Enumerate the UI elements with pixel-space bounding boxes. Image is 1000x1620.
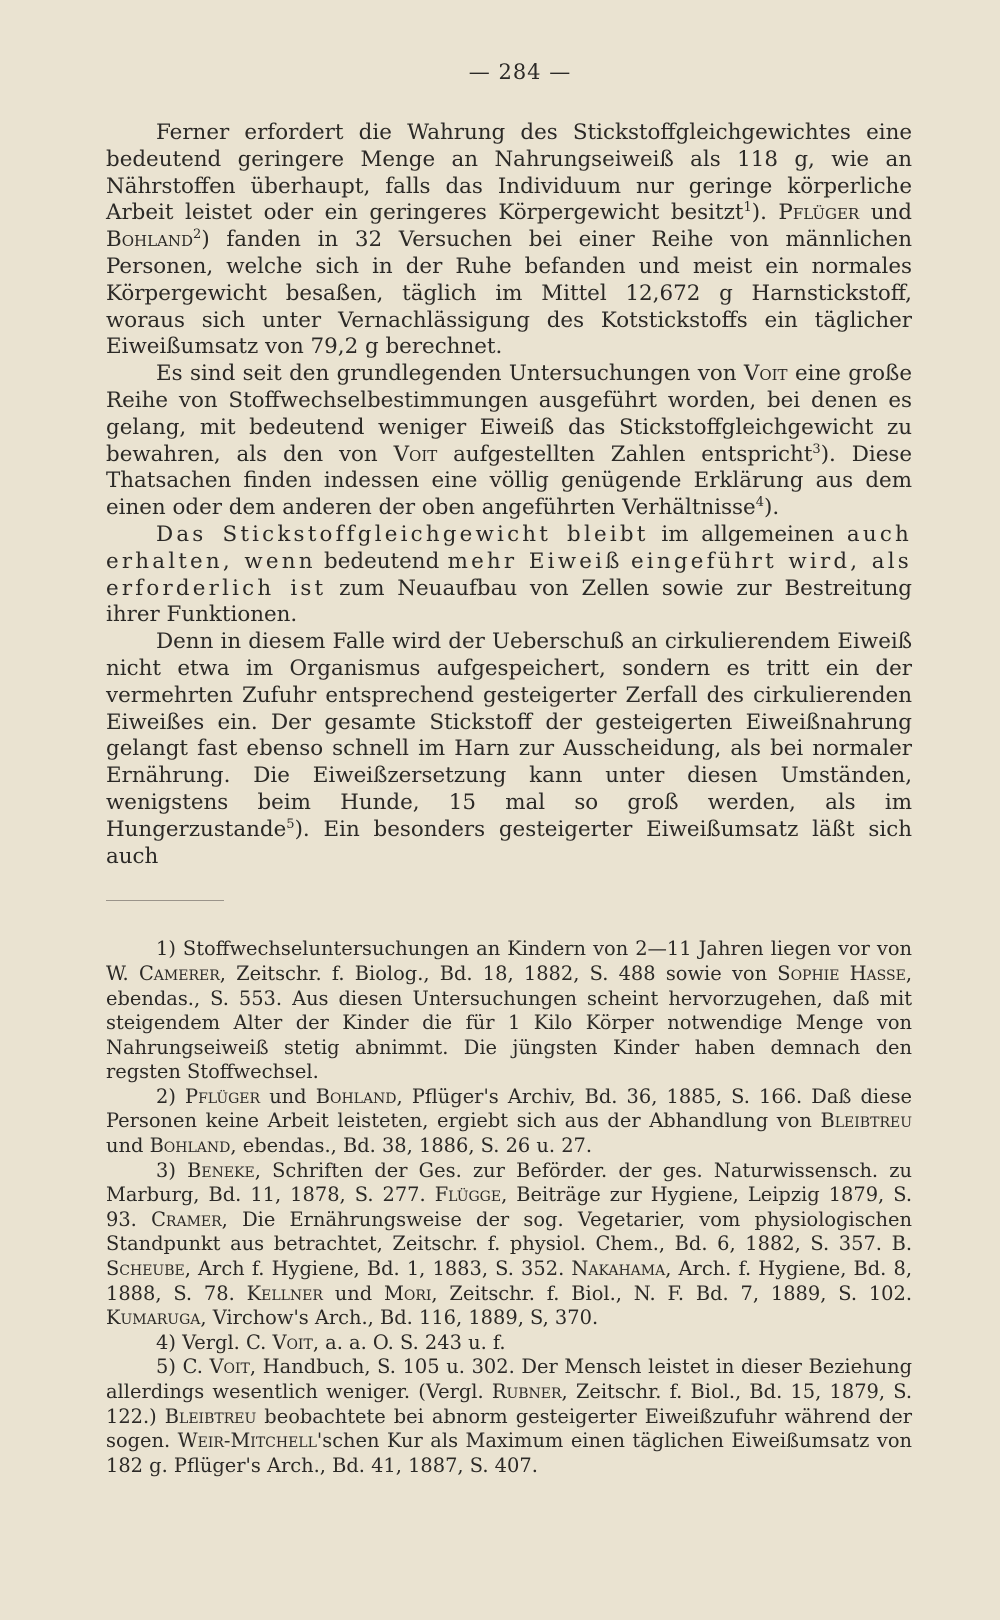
emphasis-text: Das Stickstoffgleichgewicht bleibt [156,521,649,547]
footnote-2: 2) Pflüger und Bohland, Pflüger's Archiv, Bd. 36, 1885, S. 166. Daß diese Personen keine Arbeit leisteten, ergiebt sich aus der Abhandlung von Bleibtreu und Bohland, ebendas., Bd. 38, 1886, S. 26 u. 27. [106,1084,913,1158]
emphasis-text: mehr Eiweiß [447,548,623,574]
footnote-ref-2[interactable]: 2 [193,227,202,243]
footnote-separator [106,900,224,901]
author-name: Pflüger [778,200,860,226]
author-name: Voit [393,441,438,467]
emphasis-text: eingeführt wird, als erforderlich ist [106,548,912,601]
footnote-3: 3) Beneke, Schriften der Ges. zur Beförder. der ges. Naturwissensch. zu Marburg, Bd. 11, 1878, S. 277. Flügge, Beiträge zur Hygiene, Leipzig 1879, S. 93. Cramer, Die Ernährungsweise der sog. Vegetarier, vom physiologischen Standpunkt aus betrachtet, Zeitschr. f. physiol. Chem., Bd. 6, 1882, S. 357. B. Scheube, Arch f. Hygiene, Bd. 1, 1883, S. 352. Nakahama, Arch. f. Hygiene, Bd. 8, 1888, S. 78. Kellner und Mori, Zeitschr. f. Biol., N. F. Bd. 7, 1889, S. 102. Kumaruga, Virchow's Arch., Bd. 116, 1889, S, 370. [106,1158,912,1330]
paragraph-1: Ferner erfordert die Wahrung des Stickstoffgleichgewichtes eine bedeutend geringere Menge an Nahrungseiweiß als 118 g, wie an Nährstoffen überhaupt, falls das Individuum nur geringe körperliche Arbeit leistet oder ein geringeres Körpergewicht besitzt$^1$). Pflüger und Bohland$^2$) fanden in 32 Versuchen bei einer Reihe von männlichen Personen, welche sich in der Ruhe befanden und meist ein normales Körpergewicht besaßen, täglich im Mittel 12,672 g Harnstickstoff, woraus sich unter Vernachlässigung des Kotstickstoffs ein täglicher Eiweißumsatz von 79,2 g berechnet. [106,120,912,360]
main-text [106,120,912,870]
footnote-5: 5) C. Voit, Handbuch, S. 105 u. 302. Der Mensch leistet in dieser Beziehung allerdings wesentlich weniger. (Vergl. Rubner, Zeitschr. f. Biol., Bd. 15, 1879, S. 122.) Bleibtreu beobachtete bei abnorm gesteigerter Eiweißzufuhr während der sogen. Weir-Mitchell'schen Kur als Maximum einen täglichen Eiweißumsatz von 182 g. Pflüger's Arch., Bd. 41, 1887, S. 407. [106,1355,913,1477]
author-name: Voit [743,361,788,387]
footnote-4: 4) Vergl. C. Voit, a. a. O. S. 243 u. f. [156,1330,506,1354]
author-name: Bohland [106,227,194,253]
footnote-ref-4[interactable]: 4 [755,495,764,511]
page-number: — 284 — [468,60,572,84]
footnote-1: 1) Stoffwechseluntersuchungen an Kindern von 2—11 Jahren liegen vor von W. Camerer, Zeitschr. f. Biolog., Bd. 18, 1882, S. 488 sowie von Sophie Hasse, ebendas., S. 553. Aus diesen Untersuchungen scheint hervorzugehen, daß mit steigendem Alter der Kinder die für 1 Kilo Körper notwendige Menge von Nahrungseiweiß stetig abnimmt. Die jüngsten Kinder haben demnach den regsten Stoffwechsel. [106,937,912,1084]
paragraph-2: Es sind seit den grundlegenden Untersuchungen von Voit eine große Reihe von Stoffwechselbestimmungen ausgeführt worden, bei denen es gelang, mit bedeutend weniger Eiweiß das Stickstoffgleichgewicht zu bewahren, als den von Voit aufgestellten Zahlen entspricht$^3$). Diese Thatsachen finden indessen eine völlig genügende Erklärung aus dem einen oder dem anderen der oben angeführten Verhältnisse$^4$). [106,361,913,521]
paragraph-3: Das Stickstoffgleichgewicht bleibt im allgemeinen auch erhalten, wenn bedeutend mehr Eiweiß eingeführt wird, als erforderlich ist zum Neuaufbau von Zellen sowie zur Bestreitung ihrer Funktionen. [106,521,912,628]
footnote-ref-1[interactable]: 1 [743,200,752,216]
footnotes [106,937,912,1478]
emphasis-text: auch erhalten, wenn [106,521,912,574]
paragraph-4: Denn in diesem Falle wird der Ueberschuß an cirkulierendem Eiweiß nicht etwa im Organismus aufgespeichert, sondern es tritt ein der vermehrten Zufuhr entsprechend gesteigerter Zerfall des cirkulierenden Eiweißes ein. Der gesamte Stickstoff der gesteigerten Eiweißnahrung gelangt fast ebenso schnell im Harn zur Ausscheidung, als bei normaler Ernährung. Die Eiweißzersetzung kann unter diesen Umständen, wenigstens beim Hunde, 15 mal so groß werden, als im Hungerzustande$^5$). Ein besonders gesteigerter Eiweißumsatz läßt sich auch [106,629,912,869]
footnote-ref-3[interactable]: 3 [812,441,821,457]
footnote-ref-5[interactable]: 5 [286,816,295,832]
